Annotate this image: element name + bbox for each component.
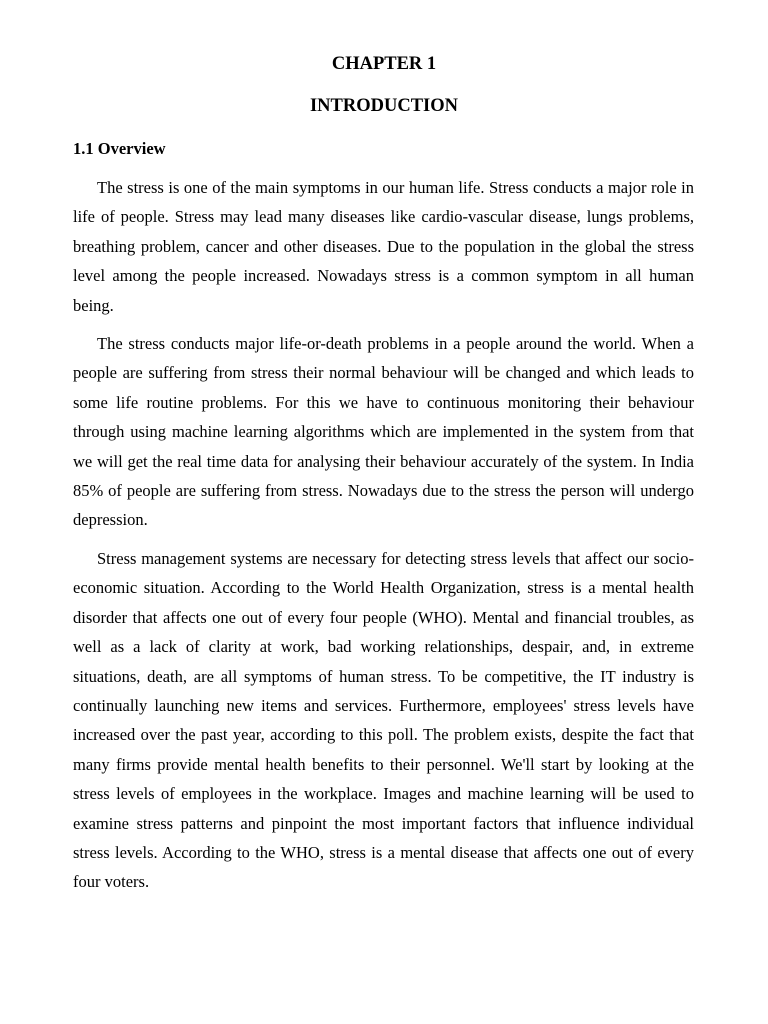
paragraph-2: The stress conducts major life-or-death problems in a people around the world. When a people are suffering from stress their normal behaviour will be changed and which leads to some life routine problems. For this we have to continuous monitoring their behaviour through using machine learning algorithms which are implemented in the system from that we will get the real time data for analysing their behaviour accurately of the system. In India 85% of people are suffering from stress. Nowadays due to the stress the person will undergo depression. (73, 334, 694, 530)
section-body (73, 173, 694, 906)
chapter-title: INTRODUCTION (309, 96, 459, 116)
section-heading: 1.1 Overview (73, 139, 166, 158)
paragraph-3: Stress management systems are necessary for detecting stress levels that affect our socio-economic situation. According to the World Health Organization, stress is a mental health disorder that affects one out of every four people (WHO). Mental and financial troubles, as well as a lack of clarity at work, bad working relationships, despair, and, in extreme situations, death, are all symptoms of human stress. To be competitive, the IT industry is continually launching new items and services. Furthermore, employees' stress levels have increased over the past year, according to this poll. The problem exists, despite the fact that many firms provide mental health benefits to their personnel. We'll start by looking at the stress levels of employees in the workplace. Images and machine learning will be used to examine stress patterns and pinpoint the most important factors that influence individual stress levels. According to the WHO, stress is a mental disease that affects one out of every four voters. (73, 548, 694, 892)
paragraph-1: The stress is one of the main symptoms in our human life. Stress conducts a major role in life of people. Stress may lead many diseases like cardio-vascular disease, lungs problems, breathing problem, cancer and other diseases. Due to the population in the global the stress level among the people increased. Nowadays stress is a common symptom in all human being. (73, 178, 694, 315)
chapter-label: CHAPTER 1 (331, 54, 437, 74)
